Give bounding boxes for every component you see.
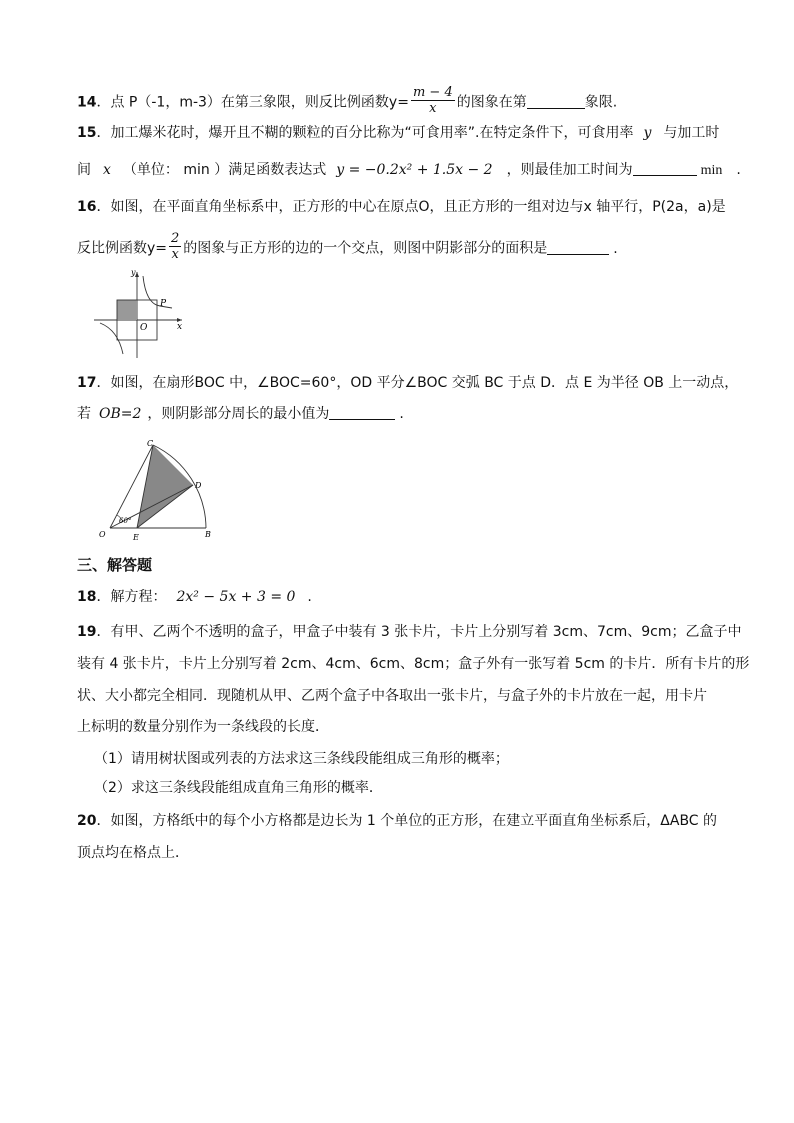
question-number: 18 (77, 589, 97, 605)
question-19-line-2: 装有 4 张卡片，卡片上分别写着 2cm、4cm、6cm、8cm；盒子外有一张写着 5cm 的卡片．所有卡片的形 (77, 656, 750, 672)
q19-text: 有甲、乙两个不透明的盒子，甲盒子中装有 3 张卡片，卡片上分别写着 3cm、7cm、9cm；乙盒子中 (110, 624, 742, 640)
question-14: 14．点 P（-1，m-3）在第三象限，则反比例函数y= $\frac{m - 4}{x}$ 的图象在第 象限. (77, 85, 618, 116)
answer-blank[interactable] (329, 405, 395, 420)
question-19-part-1: （1）请用树状图或列表的方法求这三条线段能组成三角形的概率； (94, 751, 509, 767)
var-x: x (103, 162, 111, 178)
q15-text-end: 与加工时 (663, 125, 720, 141)
answer-blank[interactable] (633, 161, 697, 176)
q16-text: 反比例函数y= (77, 240, 168, 257)
question-number: 14 (77, 94, 97, 111)
q17-figure (92, 436, 217, 542)
question-16-line-2: 反比例函数y= $\frac{2}{x}$ 的图象与正方形的边的一个交点，则图中阴影部分的面积是 . (77, 231, 618, 262)
question-15-line-2: 间 x （单位： min ）满足函数表达式 y = −0.2x² + 1.5x − 2 ，则最佳加工时间为 min . (77, 162, 741, 178)
question-20-line-2: 顶点均在格点上． (77, 845, 189, 861)
question-19-line-3: 状、大小都完全相同．现随机从甲、乙两个盒子中各取出一张卡片，与盒子外的卡片放在一起，用卡片 (77, 688, 707, 704)
question-18: 18．解方程： 2x² − 5x + 3 = 0 . (77, 589, 312, 605)
q17-text: 如图，在扇形BOC 中，∠BOC=60°，OD 平分∠BOC 交弧 BC 于点 D．点 E 为半径 OB 上一动点， (110, 375, 739, 391)
point-p-label: P (160, 299, 167, 309)
point-o-label: O (99, 530, 106, 539)
fraction-denominator: x (171, 247, 179, 262)
q15-formula: y = −0.2x² + 1.5x − 2 (336, 162, 493, 178)
fraction-numerator: 2 (171, 231, 180, 246)
question-number: 19 (77, 624, 97, 640)
fraction-denominator: x (429, 101, 437, 116)
question-number: 16 (77, 199, 97, 215)
fraction-numerator: m − 4 (412, 85, 453, 100)
hyperbola-branch-1 (143, 276, 172, 308)
hyperbola-branch-2 (100, 323, 123, 354)
q17-given: OB=2 (99, 406, 142, 422)
question-number: 20 (77, 813, 97, 829)
shaded-region (117, 300, 137, 320)
q17-text-2: ，则阴影部分周长的最小值为 (147, 406, 330, 422)
question-15-line-1: 15．加工爆米花时，爆开且不糊的颗粒的百分比称为“可食用率”.在特定条件下，可食用率 y 与加工时 (77, 125, 720, 141)
q16-text-2: 的图象与正方形的边的一个交点，则图中阴影部分的面积是 (183, 240, 548, 257)
question-16-line-1: 16．如图，在平面直角坐标系中，正方形的中心在原点O，且正方形的一组对边与x 轴平行，P(2a，a)是 (77, 199, 726, 215)
point-e-label: E (133, 533, 139, 542)
q18-text: 解方程： (110, 589, 167, 605)
question-17-line-1: 17．如图，在扇形BOC 中，∠BOC=60°，OD 平分∠BOC 交弧 BC 于点 D．点 E 为半径 OB 上一动点， (77, 375, 739, 391)
q16-text: 如图，在平面直角坐标系中，正方形的中心在原点O，且正方形的一组对边与x 轴平行，P(2a，a)是 (110, 199, 726, 215)
answer-blank[interactable] (527, 94, 585, 109)
q14-text-3: 象限. (584, 94, 618, 111)
q14-fraction (411, 85, 455, 116)
question-number: 15 (77, 125, 97, 141)
q16-fraction (169, 231, 181, 262)
unit-label: min (700, 163, 723, 178)
section-heading: 三、解答题 (77, 556, 153, 574)
q18-equation: 2x² − 5x + 3 = 0 (176, 589, 296, 605)
q15-text-2: ，则最佳加工时间为 (506, 162, 633, 178)
question-number: 17 (77, 375, 97, 391)
point-d-label: D (195, 481, 202, 490)
origin-label: O (140, 323, 148, 333)
angle-label: 60° (119, 517, 132, 525)
question-19-line-1: 19．有甲、乙两个不透明的盒子，甲盒子中装有 3 张卡片，卡片上分别写着 3cm、7cm、9cm；乙盒子中 (77, 624, 742, 640)
answer-blank[interactable] (547, 240, 609, 255)
var-y: y (643, 125, 652, 141)
q20-text: 如图，方格纸中的每个小方格都是边长为 1 个单位的正方形，在建立平面直角坐标系后，ΔABC 的 (110, 813, 718, 829)
question-20-line-1: 20．如图，方格纸中的每个小方格都是边长为 1 个单位的正方形，在建立平面直角坐标系后，ΔABC 的 (77, 813, 718, 829)
point-b-label: B (205, 530, 211, 539)
q15-unit-text: （单位： min ）满足函数表达式 (122, 162, 327, 178)
q17-text: 若 (77, 406, 91, 422)
q15-text: 加工爆米花时，爆开且不糊的颗粒的百分比称为“可食用率”.在特定条件下，可食用率 (110, 125, 634, 141)
y-axis-label: y (131, 268, 136, 277)
x-axis-label: x (177, 322, 183, 332)
question-19-line-4: 上标明的数量分别作为一条线段的长度． (77, 719, 329, 735)
question-19-part-2: （2）求这三条线段能组成直角三角形的概率． (94, 780, 383, 796)
q14-text-2: 的图象在第 (456, 94, 527, 111)
question-17-line-2: 若 OB=2 ，则阴影部分周长的最小值为 . (77, 406, 404, 422)
point-c-label: C (147, 439, 154, 448)
q16-figure (90, 266, 190, 362)
q15-text: 间 (77, 162, 91, 178)
q14-text: 点 P（-1，m-3）在第三象限，则反比例函数y= (110, 94, 409, 111)
